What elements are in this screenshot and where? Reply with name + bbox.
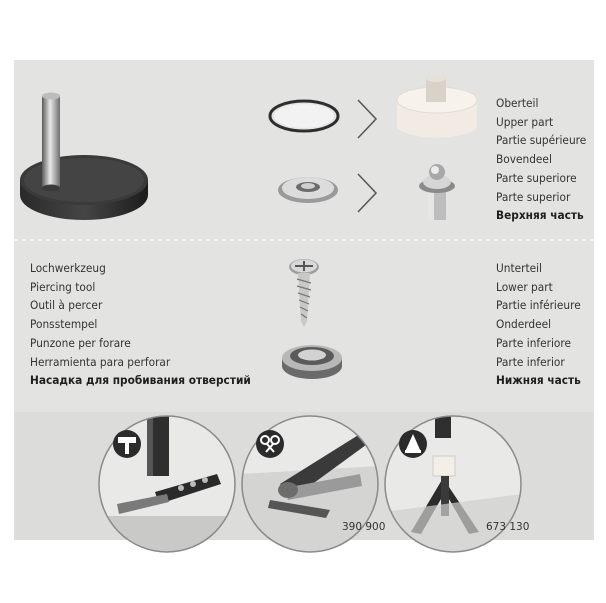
arrow-icon <box>356 172 380 216</box>
upper-part-labels <box>496 94 586 225</box>
upper-anvil-image <box>393 72 483 152</box>
label-de: Lochwerkzeug <box>30 261 106 275</box>
arrow-icon <box>356 98 380 142</box>
label-ru: Нижняя часть <box>496 373 581 388</box>
piercing-tool-image <box>14 60 214 260</box>
label-fr: Partie inférieure <box>496 298 581 313</box>
screw-image <box>282 255 332 327</box>
divider <box>14 238 594 242</box>
label-es: Parte inferior <box>496 354 565 369</box>
pliers-icon <box>256 430 284 458</box>
piercing-tool-labels <box>30 259 251 390</box>
pliers-article-number: 390 900 <box>342 521 386 533</box>
upper-ring-image <box>262 96 352 136</box>
label-nl: Ponsstempel <box>30 317 98 332</box>
label-it: Punzone per forare <box>30 335 131 350</box>
label-nl: Bovendeel <box>496 152 552 167</box>
label-fr: Partie supérieure <box>496 133 587 148</box>
label-en: Lower part <box>496 279 553 294</box>
label-de: Unterteil <box>496 261 542 275</box>
button-cap-image <box>270 168 350 218</box>
label-en: Piercing tool <box>30 279 96 294</box>
label-es: Herramienta para perforar <box>30 354 171 369</box>
label-ru: Насадка для пробивания отверстий <box>30 373 251 388</box>
label-fr: Outil à percer <box>30 298 103 313</box>
label-de: Oberteil <box>496 96 539 110</box>
label-it: Parte inferiore <box>496 335 572 350</box>
hammer-usage-illustration <box>97 414 237 540</box>
label-nl: Onderdeel <box>496 317 552 332</box>
label-es: Parte superior <box>496 189 571 204</box>
label-en: Upper part <box>496 114 554 129</box>
socket-image <box>278 336 348 384</box>
hammer-icon <box>113 430 141 458</box>
metal-punch-image <box>410 158 470 224</box>
anvil-icon <box>399 430 427 458</box>
setting-tool-article-number: 673 130 <box>486 521 530 533</box>
label-it: Parte superiore <box>496 170 577 185</box>
lower-part-labels <box>496 259 581 390</box>
label-ru: Верхняя часть <box>496 208 584 223</box>
